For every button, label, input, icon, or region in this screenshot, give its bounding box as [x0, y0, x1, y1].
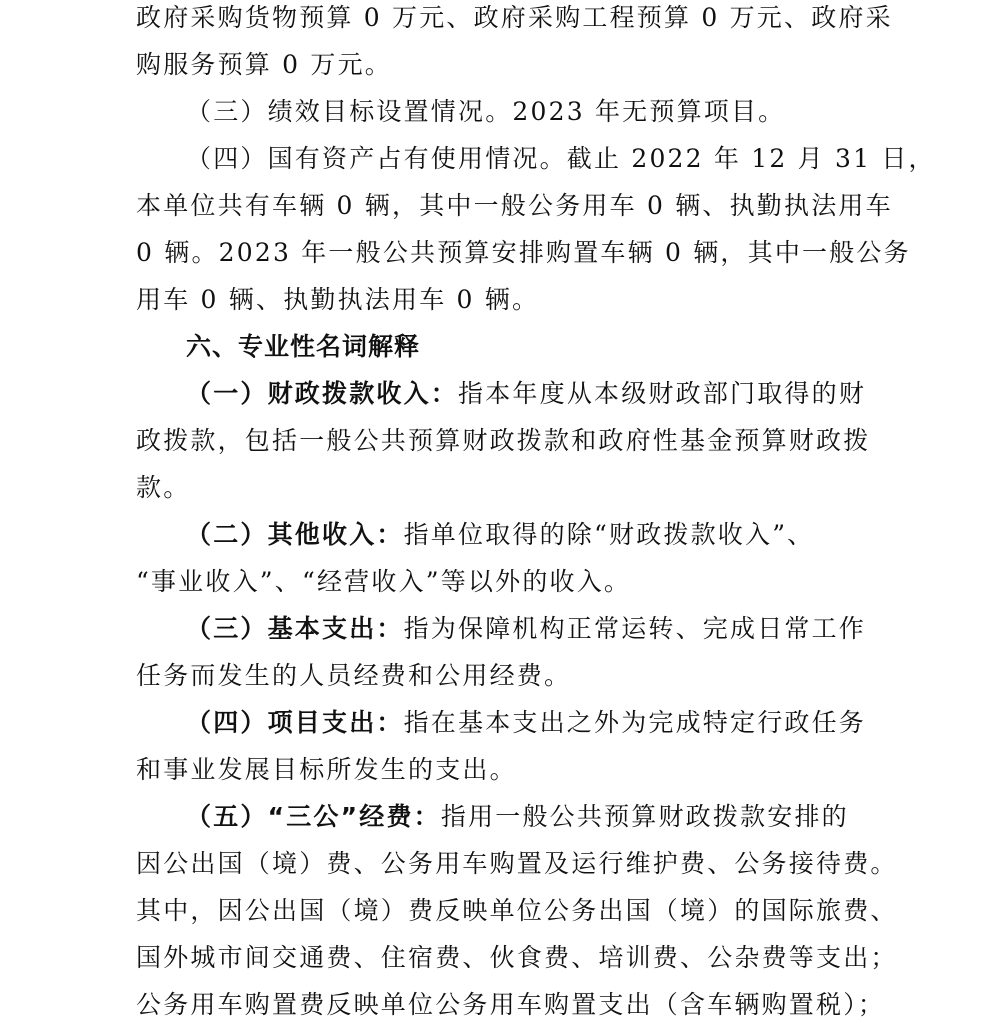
term-definition-line — [186, 379, 866, 409]
text-span: 公务用车购置费反映单位公务用车购置支出（含车辆购置税）； — [136, 990, 886, 1019]
text-span: （三）绩效目标设置情况。2023 年无预算项目。 — [186, 97, 786, 126]
body-text-line — [136, 943, 898, 973]
term-label: （五）“三公”经费： — [186, 802, 441, 831]
section-heading — [186, 332, 420, 362]
text-span: 本单位共有车辆 0 辆，其中一般公务用车 0 辆、执勤执法用车 — [136, 191, 893, 220]
term-label: （四）项目支出： — [186, 708, 404, 737]
body-text-line — [136, 473, 190, 503]
text-span: 用车 0 辆、执勤执法用车 0 辆。 — [136, 285, 540, 314]
text-span: “事业收入”、“经营收入”等以外的收入。 — [136, 567, 632, 596]
text-span: 政拨款，包括一般公共预算财政拨款和政府性基金预算财政拨 — [136, 426, 871, 455]
term-label: （三）基本支出： — [186, 614, 404, 643]
text-span: 0 辆。2023 年一般公共预算安排购置车辆 0 辆，其中一般公务 — [136, 238, 911, 267]
body-text-line — [136, 3, 893, 33]
term-definition: 指用一般公共预算财政拨款安排的 — [440, 802, 849, 831]
term-label: （一）财政拨款收入： — [186, 379, 459, 408]
body-text-line — [136, 849, 898, 879]
body-text-line — [136, 755, 517, 785]
section-heading-text: 六、专业性名词解释 — [186, 332, 421, 361]
text-span: 因公出国（境）费、公务用车购置及运行维护费、公务接待费。 — [136, 849, 898, 878]
body-text-line — [136, 661, 571, 691]
text-span: （四）国有资产占有使用情况。截止 2022 年 12 月 31 日， — [186, 144, 936, 173]
body-text-line — [136, 50, 392, 80]
term-definition-line — [186, 802, 849, 832]
term-definition: 指在基本支出之外为完成特定行政任务 — [403, 708, 867, 737]
term-definition: 指单位取得的除“财政拨款收入”、 — [403, 520, 815, 549]
text-span: 购服务预算 0 万元。 — [136, 50, 392, 79]
body-text-line — [136, 191, 893, 221]
text-span: 政府采购货物预算 0 万元、政府采购工程预算 0 万元、政府采 — [136, 3, 893, 32]
body-text-line — [186, 144, 936, 174]
body-text-line — [136, 896, 898, 926]
term-definition-line — [186, 520, 814, 550]
text-span: 其中，因公出国（境）费反映单位公务出国（境）的国际旅费、 — [136, 896, 898, 925]
text-span: 任务而发生的人员经费和公用经费。 — [136, 661, 572, 690]
term-label: （二）其他收入： — [186, 520, 404, 549]
body-text-line — [136, 426, 870, 456]
body-text-line — [136, 990, 885, 1020]
term-definition-line — [186, 614, 866, 644]
body-text-line — [136, 285, 539, 315]
term-definition-line — [186, 708, 866, 738]
text-span: 国外城市间交通费、住宿费、伙食费、培训费、公杂费等支出； — [136, 943, 898, 972]
term-definition: 指本年度从本级财政部门取得的财 — [458, 379, 867, 408]
body-text-line — [136, 238, 911, 268]
body-text-line — [136, 567, 631, 597]
text-span: 和事业发展目标所发生的支出。 — [136, 755, 517, 784]
body-text-line — [186, 97, 785, 127]
term-definition: 指为保障机构正常运转、完成日常工作 — [403, 614, 867, 643]
text-span: 款。 — [136, 473, 191, 502]
